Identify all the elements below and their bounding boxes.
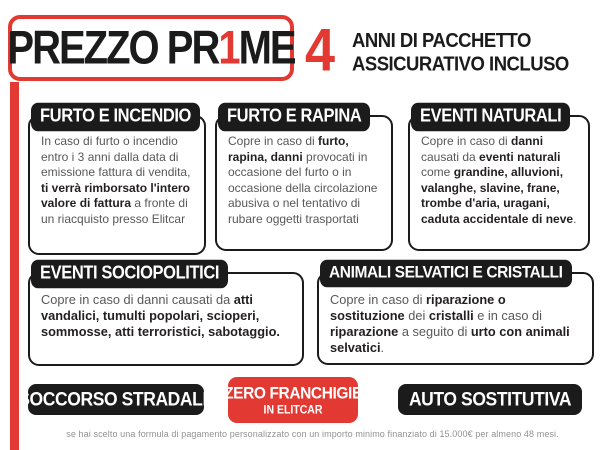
card-title: ANIMALI SELVATICI E CRISTALLI xyxy=(320,260,572,288)
badge-zero-line1: ZERO FRANCHIGIE xyxy=(224,383,362,403)
card-title: FURTO E RAPINA xyxy=(218,103,370,132)
card-body: Copre in caso di danni causati da atti vandalici, tumulti popolari, scioperi, sommosse, atti terroristici, sabotaggio. xyxy=(41,292,280,339)
footnote: se hai scelto una formula di pagamento personalizzato con un importo minimo finanziato di 15.000€ per almeno 48 mesi. xyxy=(66,429,559,439)
badge-label: SOCCORSO STRADALE xyxy=(18,387,214,411)
brand-title xyxy=(7,21,294,74)
card-body: In caso di furto o incendio entro i 3 anni dalla data di emissione fattura di vendita, ti verrà rimborsato l'intero valore di fattura a fronte di un riacquisto presso Elitcar xyxy=(41,134,191,226)
card-body: Copre in caso di furto, rapina, danni provocati in occasione del furto o in occasione della circolazione abusiva o nel tentativo di rubare oggetti trasportati xyxy=(228,134,378,226)
card-title: EVENTI NATURALI xyxy=(411,103,570,132)
brand-title-prefix: PREZZO PR xyxy=(7,21,219,74)
card-title: FURTO E INCENDIO xyxy=(31,103,200,132)
card-title: EVENTI SOCIOPOLITICI xyxy=(31,260,228,289)
badge-soccorso-stradale xyxy=(18,384,214,415)
brand-title-suffix: ME xyxy=(238,21,295,74)
years-number: 4 xyxy=(305,16,336,84)
card-animali-selvatici-cristalli xyxy=(317,263,594,365)
card-furto-rapina xyxy=(215,106,393,251)
brand-title-box xyxy=(8,15,294,81)
badge-label: AUTO SOSTITUTIVA xyxy=(408,387,572,411)
card-body: Copre in caso di riparazione o sostituzione dei cristalli e in caso di riparazione a seguito di urto con animali selvatici. xyxy=(330,292,570,355)
card-eventi-naturali xyxy=(408,106,590,251)
tagline-line1: ANNI DI PACCHETTO xyxy=(352,28,531,52)
tagline-line2: ASSICURATIVO INCLUSO xyxy=(352,51,569,76)
card-body: Copre in caso di danni causati da eventi naturali come grandine, alluvioni, valanghe, slavine, frane, trombe d'aria, uragani, caduta accidentale di neve. xyxy=(421,134,577,226)
card-eventi-sociopolitici xyxy=(28,263,304,366)
badge-zero-franchigie xyxy=(224,377,362,423)
card-furto-incendio xyxy=(28,106,206,255)
package-tagline xyxy=(352,28,569,75)
badge-zero-line2: IN ELITCAR xyxy=(263,402,323,417)
brand-title-one: 1 xyxy=(218,21,239,74)
badge-auto-sostitutiva xyxy=(398,384,582,415)
